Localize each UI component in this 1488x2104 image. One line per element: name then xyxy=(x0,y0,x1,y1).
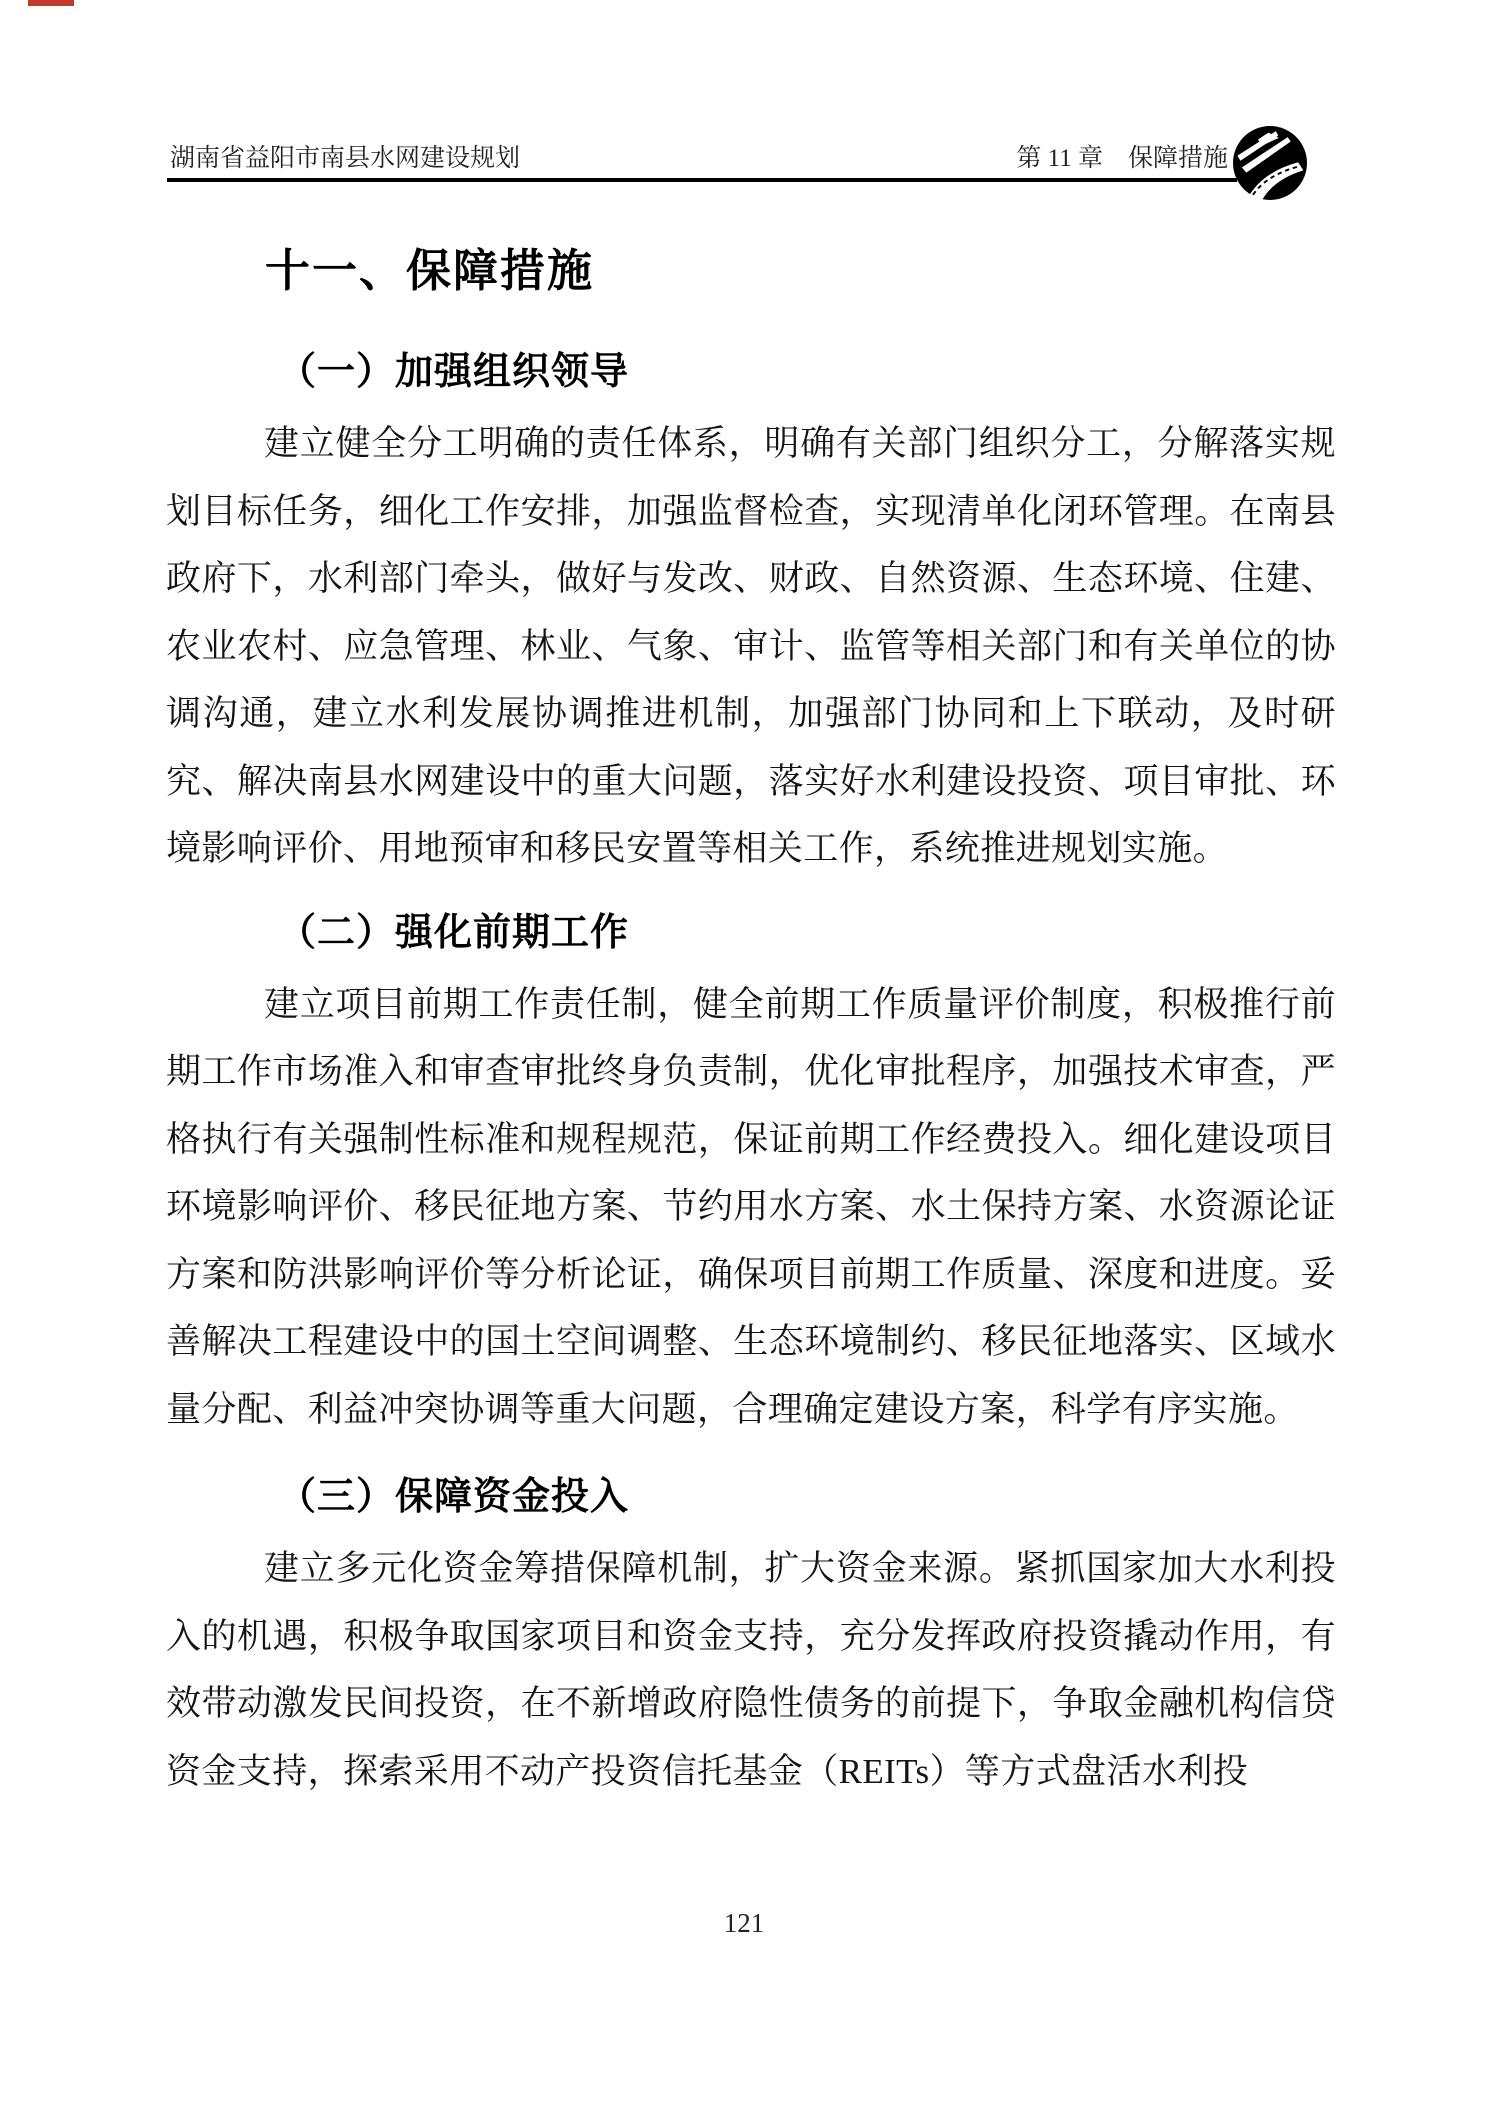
section-heading-funding: （三）保障资金投入 xyxy=(278,1476,630,1518)
section-heading-organization: （一）加强组织领导 xyxy=(278,351,630,393)
scan-artifact xyxy=(28,0,74,6)
header-doc-title: 湖南省益阳市南县水网建设规划 xyxy=(170,145,521,172)
section-body-funding: 建立多元化资金筹措保障机制，扩大资金来源。紧抓国家加大水利投入的机遇，积极争取国家项目和资金支持，充分发挥政府投资撬动作用，有效带动激发民间投资，在不新增政府隐性债务的前提下，争取金融机构信贷资金支持，探索采用不动产投资信托基金（REITs）等方式盘活水利投 xyxy=(166,1549,1336,1791)
section-body-preliminary-work: 建立项目前期工作责任制，健全前期工作质量评价制度，积极推行前期工作市场准入和审查审批终身负责制，优化审批程序，加强技术审查，严格执行有关强制性标准和规程规范，保证前期工作经费投入。细化建设项目环境影响评价、移民征地方案、节约用水方案、水土保持方案、水资源论证方案和防洪影响评价等分析论证，确保项目前期工作质量、深度和进度。妥善解决工程建设中的国土空间调整、生态环境制约、移民征地落实、区域水量分配、利益冲突协调等重大问题，合理确定建设方案，科学有序实施。 xyxy=(166,984,1336,1429)
chapter-title: 十一、保障措施 xyxy=(265,245,595,296)
document-body xyxy=(166,0,1336,1805)
section-body-organization: 建立健全分工明确的责任体系，明确有关部门组织分工，分解落实规划目标任务，细化工作安排，加强监督检查，实现清单化闭环管理。在南县政府下，水利部门牵头，做好与发改、财政、自然资源、生态环境、住建、农业农村、应急管理、林业、气象、审计、监管等相关部门和有关单位的协调沟通，建立水利发展协调推进机制，加强部门协同和上下联动，及时研究、解决南县水网建设中的重大问题，落实好水利建设投资、项目审批、环境影响评价、用地预审和移民安置等相关工作，系统推进规划实施。 xyxy=(166,424,1336,868)
section-heading-preliminary-work: （二）强化前期工作 xyxy=(278,911,630,954)
page-number: 121 xyxy=(723,1908,765,1938)
header-chapter-title: 第 11 章 保障措施 xyxy=(1016,145,1228,172)
